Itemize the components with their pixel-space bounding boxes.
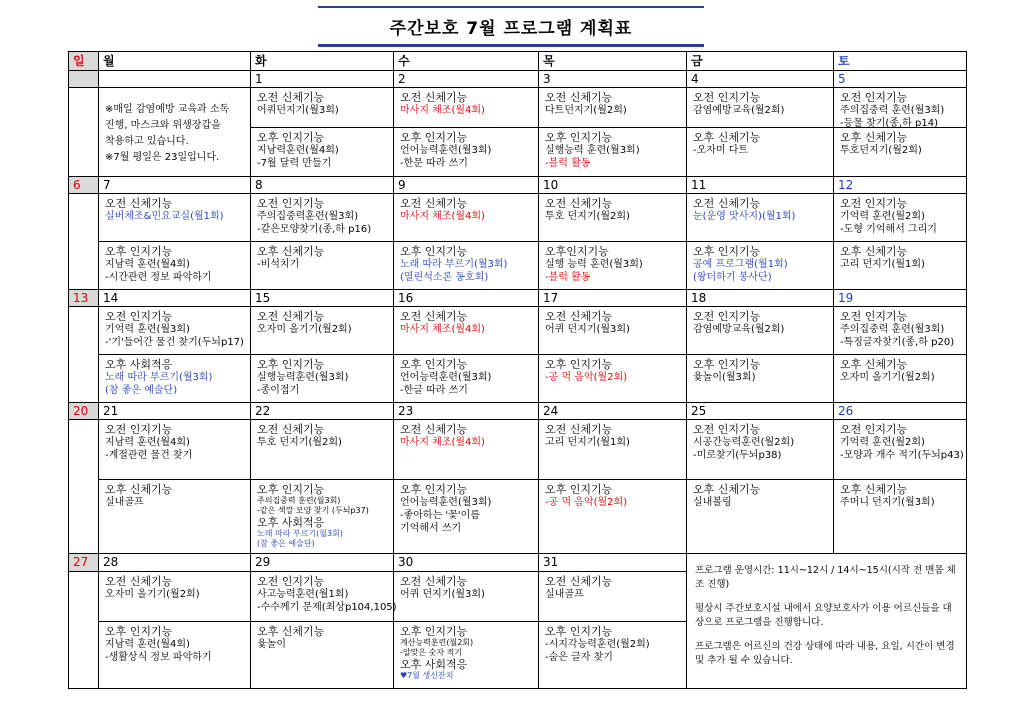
page-title: 주간보호 7월 프로그램 계획표 — [318, 6, 704, 47]
notice-line: 프로그램은 어르신의 건강 상태에 따라 내용, 요일, 시간이 변경 및 추가 될 수 있습니다. — [695, 641, 955, 666]
activity-line: 계산능력훈련(월2회) — [400, 637, 474, 647]
program-row — [69, 194, 967, 290]
session-label: 오전 인지기능 — [257, 574, 325, 588]
program-cell — [251, 420, 394, 554]
activity-line: 시공간능력훈련(월2회) — [693, 437, 795, 448]
afternoon-program — [394, 480, 538, 537]
program-cell — [394, 88, 539, 177]
activity-line: 주의집중력훈련(월3회) — [257, 211, 359, 222]
activity-line: 노래 따라 부르기(월3회) — [400, 259, 508, 270]
activity-line: -알맞은 숫자 적기 — [400, 647, 463, 657]
session-label: 오전 인지기능 — [840, 310, 908, 323]
activity-line: 사고능력훈련(월1회) — [257, 588, 349, 600]
activity-line: ♥7월 생신잔치 — [400, 670, 454, 680]
program-row — [69, 307, 967, 403]
morning-program — [251, 572, 397, 622]
afternoon-program — [394, 355, 538, 399]
session-label: 오후 인지기능 — [400, 358, 468, 371]
activity-line: -한문 따라 쓰기 — [400, 158, 468, 169]
activity-line: 눈(운영 맛사지)(월1회) — [693, 211, 796, 222]
activity-line: 투호 던지기(월2회) — [545, 211, 630, 222]
morning-program — [539, 194, 686, 242]
title-block — [318, 6, 704, 47]
date-number: 22 — [251, 403, 394, 420]
afternoon-program — [394, 622, 538, 683]
session-label: 오전 신체기능 — [105, 574, 173, 588]
morning-program — [834, 307, 966, 355]
activity-line: (왕더하기 봉사단) — [693, 272, 772, 283]
session-label: 오전 신체기능 — [545, 574, 613, 588]
activity-line: 실내골프 — [545, 588, 584, 600]
activity-line: 다트던지기(월2회) — [545, 105, 627, 116]
program-cell — [687, 194, 834, 290]
activity-line: 어퀴 던지기(월3회) — [545, 324, 630, 335]
program-row — [69, 420, 967, 554]
date-number: 28 — [99, 554, 251, 572]
program-cell — [394, 307, 539, 403]
activity-line: 언어능력훈련(월3회) — [400, 497, 492, 508]
session-label: 오전 인지기능 — [693, 91, 761, 104]
session-label: 오전 인지기능 — [257, 197, 325, 210]
session-label: 오전 신체기능 — [105, 197, 173, 210]
activity-line: -도형 기억해서 그리기 — [840, 224, 937, 235]
session-label: 오전 신체기능 — [400, 91, 468, 104]
date-number — [99, 71, 251, 88]
activity-line: 언어능력훈련(월3회) — [400, 145, 492, 156]
program-cell — [394, 194, 539, 290]
activity-line: (열린석소론 동호회) — [400, 272, 489, 283]
sunday-cell — [69, 88, 99, 177]
afternoon-program — [539, 242, 686, 286]
morning-program — [394, 194, 538, 242]
session-label: 오후 신체기능 — [840, 483, 908, 496]
activity-line: 윷놀이(월3회) — [693, 372, 756, 383]
program-cell — [539, 194, 687, 290]
program-cell — [99, 88, 251, 177]
program-cell — [834, 88, 967, 177]
activity-line: 고리 던지기(월1회) — [545, 437, 630, 448]
afternoon-program — [251, 480, 393, 551]
afternoon-program — [539, 128, 686, 172]
date-number: 1 — [251, 71, 394, 88]
date-number: 6 — [69, 177, 99, 194]
activity-line: 마사지 체조(월4회) — [400, 437, 485, 448]
activity-line: 주의집중력 훈련(월3회) — [840, 324, 945, 335]
session-label: 오후 사회적응 — [105, 358, 173, 371]
session-label: 오후 인지기능 — [400, 624, 468, 638]
afternoon-program — [539, 480, 686, 511]
afternoon-program — [687, 128, 833, 159]
session-label: 오후 인지기능 — [400, 245, 468, 258]
session-label: 오전 신체기능 — [545, 310, 613, 323]
date-number: 4 — [687, 71, 834, 88]
session-label: 오전 신체기능 — [257, 423, 325, 436]
program-cell — [99, 194, 251, 290]
afternoon-program — [834, 480, 966, 511]
afternoon-program — [99, 480, 250, 511]
activity-line: 오자미 올기기(월2회) — [840, 372, 935, 383]
session-label: 오후 인지기능 — [257, 131, 325, 144]
activity-line: -특징글자찾기(종,하 p20) — [840, 337, 955, 348]
morning-program — [834, 194, 966, 242]
program-cell — [834, 420, 967, 554]
afternoon-program — [687, 242, 833, 286]
afternoon-program — [251, 622, 393, 653]
morning-program — [251, 307, 393, 355]
activity-line: -종이접기 — [257, 385, 300, 396]
activity-line: 마사지 체조(월4회) — [400, 105, 485, 116]
program-calendar — [68, 51, 967, 689]
session-label: 오전 신체기능 — [257, 310, 325, 323]
sunday-cell — [69, 420, 99, 554]
date-number: 31 — [539, 554, 687, 572]
activity-line: -블럭 활동 — [545, 272, 591, 283]
activity-line: 기억력 훈련(월2회) — [840, 211, 925, 222]
morning-program — [687, 194, 833, 242]
notice-line: 프로그램 운영시간: 11시~12시 / 14시~15시(시작 전 맨몸 체조 진행) — [695, 565, 956, 590]
session-label: 오전 신체기능 — [400, 310, 468, 323]
date-number: 23 — [394, 403, 539, 420]
sunday-cell — [69, 307, 99, 403]
program-cell — [251, 571, 397, 688]
date-number: 25 — [687, 403, 834, 420]
activity-line: 실행능력 훈련(월3회) — [545, 145, 640, 156]
date-number: 17 — [539, 290, 687, 307]
morning-program — [834, 88, 966, 128]
morning-program — [394, 420, 538, 480]
morning-program — [394, 88, 538, 128]
session-label: 오전 신체기능 — [693, 197, 761, 210]
activity-line: 주의집중력 훈련(월3회) — [840, 105, 945, 116]
afternoon-program — [251, 128, 393, 172]
session-label: 오전 인지기능 — [693, 423, 761, 436]
afternoon-program — [394, 242, 538, 286]
session-label: 오후 인지기능 — [693, 358, 761, 371]
morning-program — [687, 307, 833, 355]
afternoon-program — [394, 128, 538, 172]
date-number: 30 — [394, 554, 539, 572]
activity-line: 오자미 올기기(월2회) — [105, 588, 200, 600]
date-number — [69, 71, 99, 88]
session-label: 오전 신체기능 — [545, 197, 613, 210]
activity-line: 노래 따라 부르기(월3회) — [105, 372, 213, 383]
date-row — [69, 177, 967, 194]
date-number: 18 — [687, 290, 834, 307]
program-cell — [539, 307, 687, 403]
notice-text: 진행, 마스크와 위생장갑을 — [105, 120, 221, 131]
afternoon-program — [99, 622, 250, 666]
program-notice — [687, 554, 967, 689]
date-number: 21 — [99, 403, 251, 420]
program-cell — [394, 420, 539, 554]
activity-line: 기억력 훈련(월2회) — [840, 437, 925, 448]
date-number: 8 — [251, 177, 394, 194]
morning-program — [251, 420, 393, 480]
date-number: 3 — [539, 71, 687, 88]
notice-text: ※7월 평일은 23일입니다. — [105, 152, 220, 163]
date-number: 12 — [834, 177, 967, 194]
date-row — [69, 71, 967, 88]
session-label: 오후 사회적응 — [400, 657, 468, 671]
session-label: 오전 인지기능 — [693, 310, 761, 323]
weekday-header: 금 — [687, 52, 834, 71]
session-label: 오후 인지기능 — [400, 483, 468, 496]
sunday-cell — [69, 194, 99, 290]
notice-text: 착용하고 있습니다. — [105, 136, 189, 147]
activity-line: 투호 던지기(월2회) — [257, 437, 342, 448]
session-label: 오전 인지기능 — [840, 197, 908, 210]
session-label: 오후 인지기능 — [105, 624, 173, 638]
program-cell — [687, 307, 834, 403]
activity-line: 기억해서 쓰기 — [400, 523, 462, 534]
session-label: 오전 신체기능 — [545, 423, 613, 436]
session-label: 오전 인지기능 — [105, 423, 173, 436]
session-label: 오후 신체기능 — [840, 358, 908, 371]
session-label: 오후 신체기능 — [693, 131, 761, 144]
program-cell — [539, 420, 687, 554]
program-cell — [539, 571, 687, 688]
session-label: 오후 인지기능 — [400, 131, 468, 144]
sunday-cell — [69, 571, 99, 688]
activity-line: 실내골프 — [105, 497, 144, 508]
afternoon-program — [251, 355, 393, 399]
morning-program — [539, 572, 686, 622]
activity-line: 투호던지기(월2회) — [840, 145, 922, 156]
activity-line: -숨은 글자 찾기 — [545, 651, 613, 663]
date-number: 27 — [69, 554, 99, 572]
date-number: 7 — [99, 177, 251, 194]
session-label: 오후 신체기능 — [840, 131, 908, 144]
session-label: 오전 신체기능 — [400, 423, 468, 436]
afternoon-program — [834, 128, 966, 159]
morning-program — [394, 572, 538, 622]
date-number: 24 — [539, 403, 687, 420]
activity-line: -미로찾기(두뇌p38) — [693, 450, 782, 461]
morning-program — [99, 194, 250, 242]
morning-program — [539, 88, 686, 128]
session-label: 오전 신체기능 — [257, 91, 325, 104]
activity-line: -오자미 다트 — [693, 145, 749, 156]
morning-program — [99, 307, 250, 355]
session-label: 오전 인지기능 — [840, 91, 908, 104]
notice-line: 평상시 주간보호시설 내에서 요양보호사가 이용 어르신들을 대상으로 프로그램을 진행합니다. — [695, 603, 952, 628]
activity-line: 지남력 훈련(월4회) — [105, 437, 190, 448]
session-label: 오전 신체기능 — [400, 197, 468, 210]
afternoon-program — [687, 480, 833, 511]
activity-line: 지남력훈련(월4회) — [257, 145, 339, 156]
morning-program — [251, 194, 393, 242]
weekday-header: 토 — [834, 52, 967, 71]
session-label: 오후 인지기능 — [545, 358, 613, 371]
morning-program — [251, 88, 393, 128]
notice-text: ※매일 감염예방 교육과 소독 — [105, 104, 230, 115]
session-label: 오전 신체기능 — [545, 91, 613, 104]
activity-line: -모양과 개수 적기(두뇌p43) — [840, 450, 964, 461]
activity-line: -한글 따라 쓰기 — [400, 385, 468, 396]
morning-program — [834, 420, 966, 480]
session-label: 오후 신체기능 — [105, 483, 173, 496]
date-row — [69, 554, 967, 572]
activity-line: 실버체조&민요교실(월1회) — [105, 211, 224, 222]
afternoon-program — [687, 355, 833, 386]
program-cell — [394, 571, 539, 688]
weekday-header: 화 — [251, 52, 394, 71]
activity-line: 실내볼링 — [693, 497, 732, 508]
activity-line: 감염예방교육(월2회) — [693, 324, 785, 335]
session-label: 오후 신체기능 — [257, 624, 325, 638]
program-cell — [539, 88, 687, 177]
session-label: 오후 인지기능 — [545, 483, 613, 496]
activity-line: 지남력 훈련(월4회) — [105, 259, 190, 270]
activity-line: 지남력 훈련(월4회) — [105, 638, 190, 650]
program-cell — [99, 571, 251, 688]
activity-line: -같은 색깔 모양 찾기 (두뇌p37) — [257, 506, 369, 515]
activity-line: 공예 프로그램(월1회) — [693, 259, 788, 270]
activity-line: (참 좋은 예술단) — [257, 539, 315, 548]
morning-program — [539, 420, 686, 480]
afternoon-program — [834, 242, 966, 273]
session-label: 오전 인지기능 — [840, 423, 908, 436]
activity-line: -시간관련 정보 파악하기 — [105, 272, 212, 283]
program-cell — [251, 194, 394, 290]
session-label: 오후 인지기능 — [257, 358, 325, 371]
afternoon-program — [251, 242, 393, 273]
weekday-header: 목 — [539, 52, 687, 71]
session-label: 오후 인지기능 — [545, 624, 613, 638]
activity-line: 주머니 던지기(월3회) — [840, 497, 935, 508]
date-number: 13 — [69, 290, 99, 307]
program-cell — [251, 88, 394, 177]
weekday-header-row — [69, 52, 967, 71]
session-label: 오후 신체기능 — [693, 483, 761, 496]
activity-line: -시지각능력훈련(월2회) — [545, 638, 650, 650]
morning-program — [687, 88, 833, 128]
afternoon-program — [539, 355, 686, 386]
activity-line: 마사지 체조(월4회) — [400, 324, 485, 335]
program-cell — [687, 88, 834, 177]
activity-line: 주의집중력 훈련(월3회) — [257, 496, 341, 505]
weekday-header: 수 — [394, 52, 539, 71]
activity-line: 어퀴 던지기(월3회) — [400, 588, 485, 600]
program-cell — [99, 307, 251, 403]
session-label: 오후 인지기능 — [693, 245, 761, 258]
morning-program — [539, 307, 686, 355]
activity-line: -'기'들어간 물건 찾기(두뇌p17) — [105, 337, 244, 348]
date-number: 10 — [539, 177, 687, 194]
session-label: 오후 신체기능 — [840, 245, 908, 258]
activity-line: 실행능력훈련(월3회) — [257, 372, 349, 383]
session-label: 오전 인지기능 — [105, 310, 173, 323]
activity-line: 기억력 훈련(월3회) — [105, 324, 190, 335]
session-label: 오후 인지기능 — [545, 131, 613, 144]
date-row — [69, 403, 967, 420]
activity-line: -공 먹 음악(월2회) — [545, 497, 628, 508]
session-label: 오후 인지기능 — [105, 245, 173, 258]
date-number: 19 — [834, 290, 967, 307]
session-label: 오후 사회적응 — [257, 516, 325, 529]
activity-line: 윷놀이 — [257, 638, 286, 650]
session-label: 오후인지기능 — [545, 245, 609, 258]
session-label: 오후 인지기능 — [257, 483, 325, 496]
date-number: 16 — [394, 290, 539, 307]
program-cell — [687, 420, 834, 554]
session-label: 오전 신체기능 — [400, 574, 468, 588]
date-number: 5 — [834, 71, 967, 88]
morning-program — [99, 572, 250, 622]
activity-line: -공 먹 음악(월2회) — [545, 372, 628, 383]
activity-line: -생활상식 정보 파악하기 — [105, 651, 212, 663]
activity-line: -블럭 활동 — [545, 158, 591, 169]
activity-line: 마사지 체조(월4회) — [400, 211, 485, 222]
activity-line: 감염예방교육(월2회) — [693, 105, 785, 116]
date-row — [69, 290, 967, 307]
activity-line: -비석치기 — [257, 259, 300, 270]
activity-line: (참 좋은 예술단) — [105, 385, 178, 396]
morning-program — [99, 420, 250, 480]
date-number: 26 — [834, 403, 967, 420]
program-row — [69, 88, 967, 177]
afternoon-program — [834, 355, 966, 386]
activity-line: -수수께기 문제(최상p104,105) — [257, 601, 397, 613]
program-cell — [99, 420, 251, 554]
afternoon-program — [99, 355, 250, 399]
activity-line: -같은모양찾기(종,하 p16) — [257, 224, 372, 235]
activity-line: -좋아하는 '꽃'이름 — [400, 510, 480, 521]
date-number: 20 — [69, 403, 99, 420]
weekday-header: 일 — [69, 52, 99, 71]
activity-line: 고리 던지기(월1회) — [840, 259, 925, 270]
activity-line: -계절관련 물건 찾기 — [105, 450, 193, 461]
activity-line: 노래 따라 부르기(월3회) — [257, 529, 343, 538]
date-number: 15 — [251, 290, 394, 307]
weekday-header: 월 — [99, 52, 251, 71]
activity-line: 실행 능력 훈련(월3회) — [545, 259, 643, 270]
date-number: 9 — [394, 177, 539, 194]
date-number: 29 — [251, 554, 394, 572]
afternoon-program — [539, 622, 686, 666]
activity-line: 어쿼던지기(월3회) — [257, 105, 339, 116]
afternoon-program — [99, 242, 250, 286]
activity-line: 언어능력훈련(월3회) — [400, 372, 492, 383]
date-number: 2 — [394, 71, 539, 88]
program-cell — [834, 307, 967, 403]
morning-program — [394, 307, 538, 355]
program-cell — [834, 194, 967, 290]
activity-line: 오자미 올기기(월2회) — [257, 324, 352, 335]
morning-program — [687, 420, 833, 480]
session-label: 오후 신체기능 — [257, 245, 325, 258]
date-number: 11 — [687, 177, 834, 194]
program-cell — [251, 307, 394, 403]
activity-line: -7월 달력 만들기 — [257, 158, 332, 169]
activity-line: -등물 찾기(종,하 p14) — [840, 118, 938, 129]
date-number: 14 — [99, 290, 251, 307]
